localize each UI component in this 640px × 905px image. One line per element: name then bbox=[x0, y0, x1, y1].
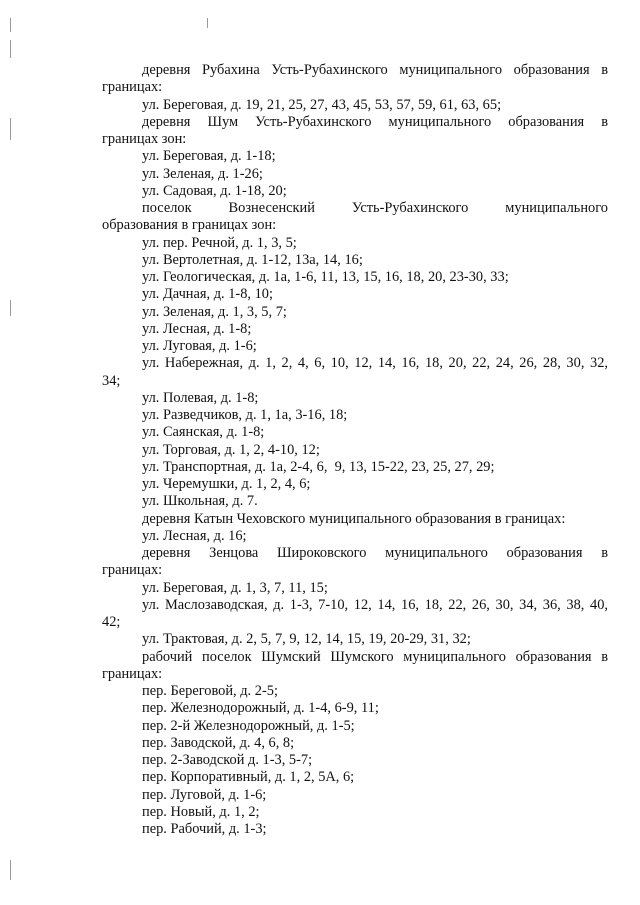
text-line: пер. Рабочий, д. 1-3; bbox=[142, 821, 267, 837]
text-line: деревня Катын Чеховского муниципального образования в границах: bbox=[142, 510, 566, 527]
text-line: ул. Саянская, д. 1-8; bbox=[142, 424, 265, 441]
text-line: деревня Шум Усть-Рубахинского муниципального образования в bbox=[142, 113, 608, 130]
text-line: пер. Луговой, д. 1-6; bbox=[142, 786, 267, 803]
text-line: пер. Железнодорожный, д. 1-4, 6-9, 11; bbox=[142, 700, 379, 717]
text-line: 34; bbox=[102, 372, 121, 389]
text-line: деревня Зенцова Широковского муниципального образования в bbox=[142, 545, 608, 561]
text-line: ул. Разведчиков, д. 1, 1а, 3-16, 18; bbox=[142, 407, 348, 423]
text-line: ул. пер. Речной, д. 1, 3, 5; bbox=[142, 234, 297, 251]
text-line: пер. Заводской, д. 4, 6, 8; bbox=[142, 734, 295, 751]
text-line: образования в границах зон: bbox=[102, 217, 277, 234]
text-line: ул. Лесная, д. 1-8; bbox=[142, 320, 252, 337]
text-line: 42; bbox=[102, 614, 121, 630]
text-line: пер. Новый, д. 1, 2; bbox=[142, 803, 260, 820]
scan-mark bbox=[10, 18, 11, 32]
text-line: границах: bbox=[102, 79, 163, 96]
text-line: пер. Корпоративный, д. 1, 2, 5А, 6; bbox=[142, 769, 355, 786]
text-line: ул. Береговая, д. 1-18; bbox=[142, 148, 276, 165]
text-line: ул. Береговая, д. 19, 21, 25, 27, 43, 45, 53, 57, 59, 61, 63, 65; bbox=[142, 96, 502, 113]
text-line: ул. Торговая, д. 1, 2, 4-10, 12; bbox=[142, 441, 320, 458]
text-line: пер. 2-Заводской д. 1-3, 5-7; bbox=[142, 752, 313, 768]
document-body bbox=[102, 62, 608, 838]
scan-mark bbox=[10, 118, 11, 140]
text-line: ул. Транспортная, д. 1а, 2-4, 6, 9, 13, 15-22, 23, 25, 27, 29; bbox=[142, 458, 495, 475]
text-line: ул. Трактовая, д. 2, 5, 7, 9, 12, 14, 15, 19, 20-29, 31, 32; bbox=[142, 631, 471, 648]
text-line: ул. Набережная, д. 1, 2, 4, 6, 10, 12, 14, 16, 18, 20, 22, 24, 26, 28, 30, 32, bbox=[142, 355, 608, 372]
text-line: пер. 2-й Железнодорожный, д. 1-5; bbox=[142, 717, 355, 734]
text-line: ул. Школьная, д. 7. bbox=[142, 493, 258, 510]
text-line: ул. Зеленая, д. 1, 3, 5, 7; bbox=[142, 303, 287, 320]
text-line: ул. Лесная, д. 16; bbox=[142, 527, 247, 544]
scan-mark bbox=[10, 300, 11, 316]
text-line: поселок Вознесенский Усть-Рубахинского муниципального bbox=[142, 200, 608, 216]
scan-mark bbox=[10, 860, 11, 880]
scan-mark bbox=[207, 18, 208, 28]
text-line: ул. Маслозаводская, д. 1-3, 7-10, 12, 14, 16, 18, 22, 26, 30, 34, 36, 38, 40, bbox=[142, 596, 608, 613]
text-line: ул. Черемушки, д. 1, 2, 4, 6; bbox=[142, 476, 311, 492]
text-line: деревня Рубахина Усть-Рубахинского муниципального образования в bbox=[142, 62, 608, 78]
scan-mark bbox=[10, 40, 11, 58]
text-line: границах: bbox=[102, 562, 163, 579]
text-line: границах: bbox=[102, 665, 163, 682]
text-line: ул. Полевая, д. 1-8; bbox=[142, 389, 259, 406]
text-line: ул. Зеленая, д. 1-26; bbox=[142, 165, 263, 182]
text-line: ул. Луговая, д. 1-6; bbox=[142, 338, 257, 354]
text-line: рабочий поселок Шумский Шумского муниципального образования в bbox=[142, 648, 608, 665]
text-line: ул. Береговая, д. 1, 3, 7, 11, 15; bbox=[142, 579, 328, 596]
text-line: границах зон: bbox=[102, 131, 187, 147]
text-line: ул. Садовая, д. 1-18, 20; bbox=[142, 182, 287, 199]
text-line: ул. Геологическая, д. 1а, 1-6, 11, 13, 15, 16, 18, 20, 23-30, 33; bbox=[142, 269, 509, 285]
text-line: пер. Береговой, д. 2-5; bbox=[142, 683, 278, 699]
text-line: ул. Вертолетная, д. 1-12, 13а, 14, 16; bbox=[142, 251, 363, 268]
text-line: ул. Дачная, д. 1-8, 10; bbox=[142, 286, 273, 303]
